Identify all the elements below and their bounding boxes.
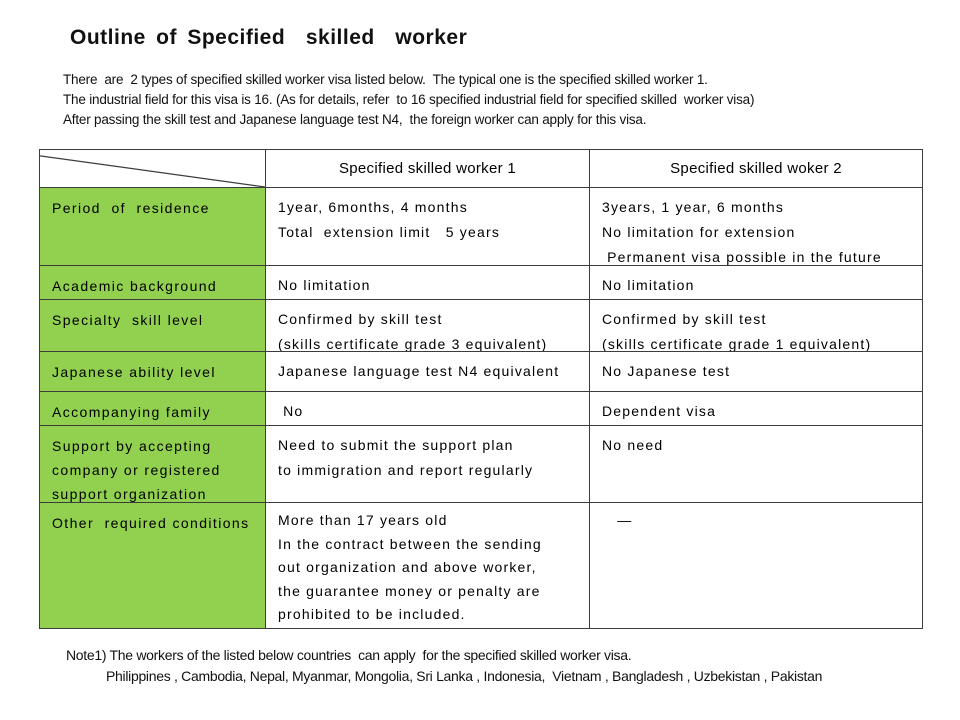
- worker1-cell: More than 17 years old In the contract between the sending out organization and above worker, the guarantee money or penalty are prohibited to be included.: [266, 503, 590, 628]
- worker2-cell: No limitation: [590, 266, 922, 300]
- comparison-table: [39, 149, 923, 629]
- row-header-cell: Period of residence: [40, 188, 266, 266]
- row-header-cell: Accompanying family: [40, 392, 266, 426]
- table-row-accompanying-family: [40, 392, 922, 426]
- worker1-cell: No: [266, 392, 590, 426]
- worker2-cell: No Japanese test: [590, 352, 922, 392]
- table-row-japanese-ability-level: [40, 352, 922, 392]
- table-row-other-required-conditions: [40, 503, 922, 628]
- column-header-worker1: Specified skilled worker 1: [266, 150, 590, 188]
- row-header-cell: Support by accepting company or registered support organization: [40, 426, 266, 503]
- table-corner-cell: [40, 150, 266, 188]
- worker1-cell: Japanese language test N4 equivalent: [266, 352, 590, 392]
- row-header-cell: Academic background: [40, 266, 266, 300]
- diagonal-line-icon: [40, 150, 265, 187]
- worker2-cell: Dependent visa: [590, 392, 922, 426]
- row-header-cell: Other required conditions: [40, 503, 266, 628]
- table-row-period-of-residence: [40, 188, 922, 266]
- worker2-cell: —: [602, 512, 633, 528]
- worker2-cell: 3years, 1 year, 6 months No limitation for extension Permanent visa possible in the future: [590, 188, 922, 266]
- footnote: Note1) The workers of the listed below countries can apply for the specified skilled worker visa. Philippines , Cambodia, Nepal, Myanmar, Mongolia, Sri Lanka , Indonesia, Vietnam , Bangladesh , Uzbekistan , Pakistan: [66, 647, 823, 684]
- row-header-cell: Japanese ability level: [40, 352, 266, 392]
- worker1-cell: Need to submit the support plan to immigration and report regularly: [266, 426, 590, 503]
- table-row-support-organization: [40, 426, 922, 503]
- page-title: Outline of Specified skilled worker: [70, 26, 468, 49]
- intro-paragraph: There are 2 types of specified skilled worker visa listed below. The typical one is the specified skilled worker 1. The industrial field for this visa is 16. (As for details, refer to 16 specified industrial field for specified skilled worker visa) After passing the skill test and Japanese language test N4, the foreign worker can apply for this visa.: [63, 72, 755, 127]
- worker1-cell: 1year, 6months, 4 months Total extension limit 5 years: [266, 188, 590, 266]
- worker2-cell: No need: [590, 426, 922, 503]
- table-row-academic-background: [40, 266, 922, 300]
- worker1-cell: Confirmed by skill test (skills certificate grade 3 equivalent): [266, 300, 590, 352]
- row-header-cell: Specialty skill level: [40, 300, 266, 352]
- column-header-worker2: Specified skilled woker 2: [590, 150, 922, 188]
- worker1-cell: No limitation: [266, 266, 590, 300]
- worker2-cell: Confirmed by skill test (skills certificate grade 1 equivalent): [590, 300, 922, 352]
- table-header-row: [40, 150, 922, 188]
- table-row-specialty-skill-level: [40, 300, 922, 352]
